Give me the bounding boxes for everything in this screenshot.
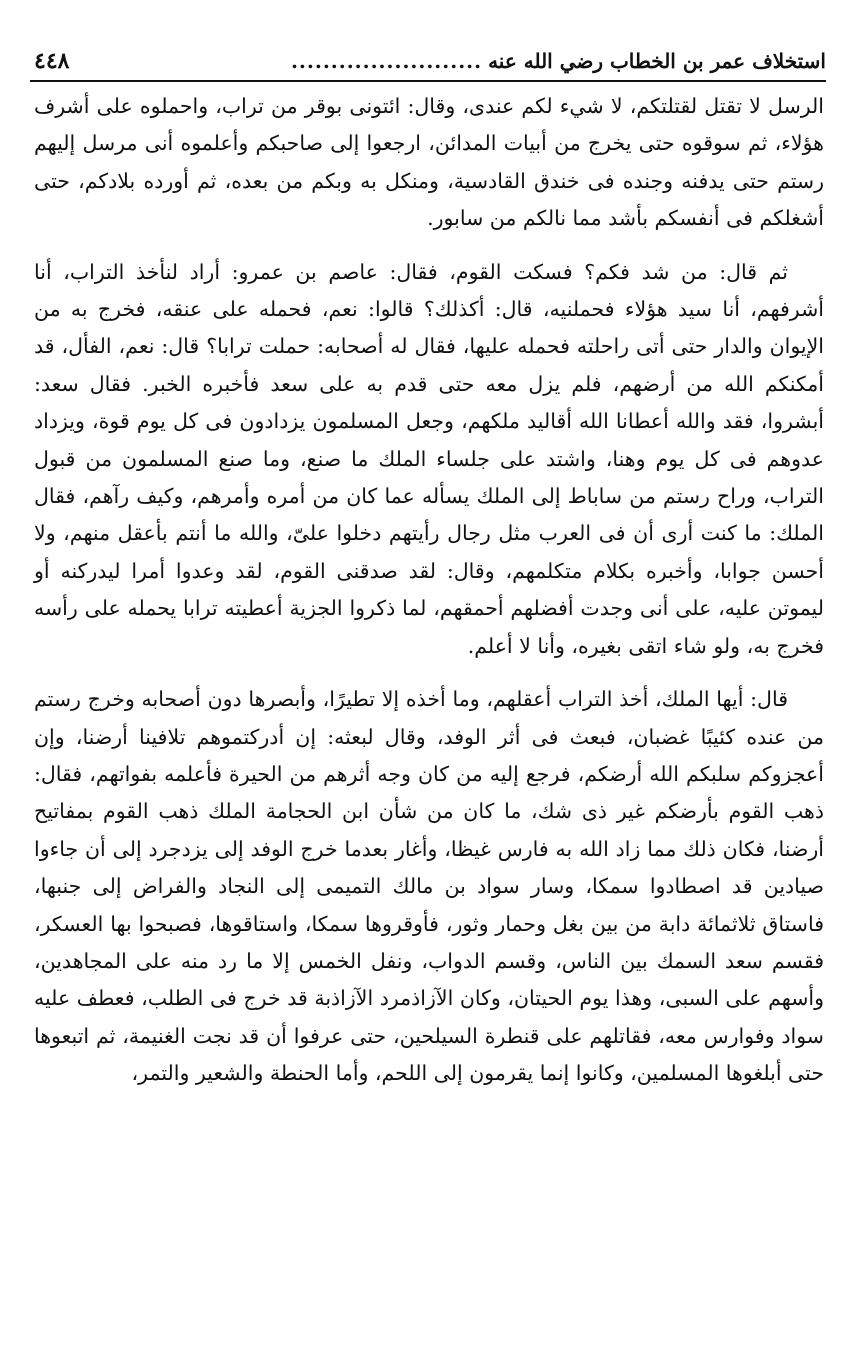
header-leader-dots: ........................ xyxy=(290,49,483,73)
running-header xyxy=(34,44,826,78)
page-number: ٤٤٨ xyxy=(34,48,70,74)
paragraph-continued: الرسل لا تقتل لقتلتكم، لا شيء لكم عندى، وقال: ائتونى بوقر من تراب، واحملوه على أشرف هؤلاء، ثم سوقوه حتى يخرج من أبيات المدائن، ارجعوا إلى صاحبكم وأعلموه أنى مرسل إليهم رستم حتى يدفنه وجنده فى خندق القادسية، ومنكل به وبكم من بعده، ثم أورده بلادكم، حتى أشغلكم فى أنفسكم بأشد مما نالكم من سابور. xyxy=(34,94,824,231)
header-divider xyxy=(30,80,826,82)
paragraph: قال: أيها الملك، أخذ التراب أعقلهم، وما أخذه إلا تطيرًا، وأبصرها دون أصحابه وخرج رستم من عنده كئيبًا غضبان، فبعث فى أثر الوفد، وقال لبعثه: إن أدركتموهم تلافينا أرضنا، وإن أعجزوكم سلبكم الله أرضكم، فرجع إليه من كان وجه أثرهم من الحيرة فأعلمه بفواتهم، فقال: ذهب القوم بأرضكم غير ذى شك، ما كان من شأن ابن الحجامة الملك ذهب القوم بمفاتيح أرضنا، فكان ذلك مما زاد الله به فارس غيظا، وأغار بعدما خرج الوفد إلى يزدجرد إلى أن جاءوا صيادين قد اصطادوا سمكا، وسار سواد بن مالك التميمى إلى النجاد والفراض إلى جنبها، فاستاق ثلاثمائة دابة من بين بغل وحمار وثور، فأوقروها سمكا، واستاقوها، فصبحوا بها العسكر، فقسم سعد السمك بين الناس، وقسم الدواب، ونفل الخمس إلا ما رد منه على المجاهدين، وأسهم على السبى، وهذا يوم الحيتان، وكان الآزاذمرد الآزاذبة قد خرج فى الطلب، فعطف عليه سواد وفوارس معه، فقاتلهم على قنطرة السيلحين، حتى عرفوا أن قد نجت الغنيمة، ثم اتبعوها حتى أبلغوها المسلمين، وكانوا إنما يقرمون إلى اللحم، وأما الحنطة والشعير والتمر، xyxy=(34,687,824,1086)
chapter-title: استخلاف عمر بن الخطاب رضي الله عنه xyxy=(488,49,826,73)
page-body xyxy=(34,88,824,1093)
paragraph: ثم قال: من شد فكم؟ فسكت القوم، فقال: عاصم بن عمرو: أراد لنأخذ التراب، أنا أشرفهم، أنا سيد هؤلاء فحملنيه، قال: أكذلك؟ قالوا: نعم، فحمله على عنقه، فخرج به من الإيوان والدار حتى أتى راحلته فحمله عليها، فقال له أصحابه: حملت ترابا؟ قال: نعم، الفأل، قد أمكنكم الله من أرضهم، فلم يزل معه حتى قدم به على سعد فأخبره الخبر. فقال سعد: أبشروا، فقد والله أعطانا الله أقاليد ملكهم، وجعل المسلمون يزدادون فى كل يوم قوة، ويزداد عدوهم فى كل يوم وهنا، واشتد على جلساء الملك ما صنع، وما صنع المسلمون من قبول التراب، وراح رستم من ساباط إلى الملك يسأله عما كان من أمره وأمرهم، وكيف رآهم، فقال الملك: ما كنت أرى أن فى العرب مثل رجال رأيتهم دخلوا علىّ، والله ما أنتم بأعقل منهم، ولا أحسن جوابا، وأخبره بكلام متكلمهم، وقال: لقد صدقنى القوم، لقد وعدوا أمرا ليدركنه أو ليموتن عليه، على أنى وجدت أفضلهم أحمقهم، لما ذكروا الجزية أعطيته ترابا يحمله على رأسه فخرج به، ولو شاء اتقى بغيره، وأنا لا أعلم. xyxy=(34,259,824,658)
